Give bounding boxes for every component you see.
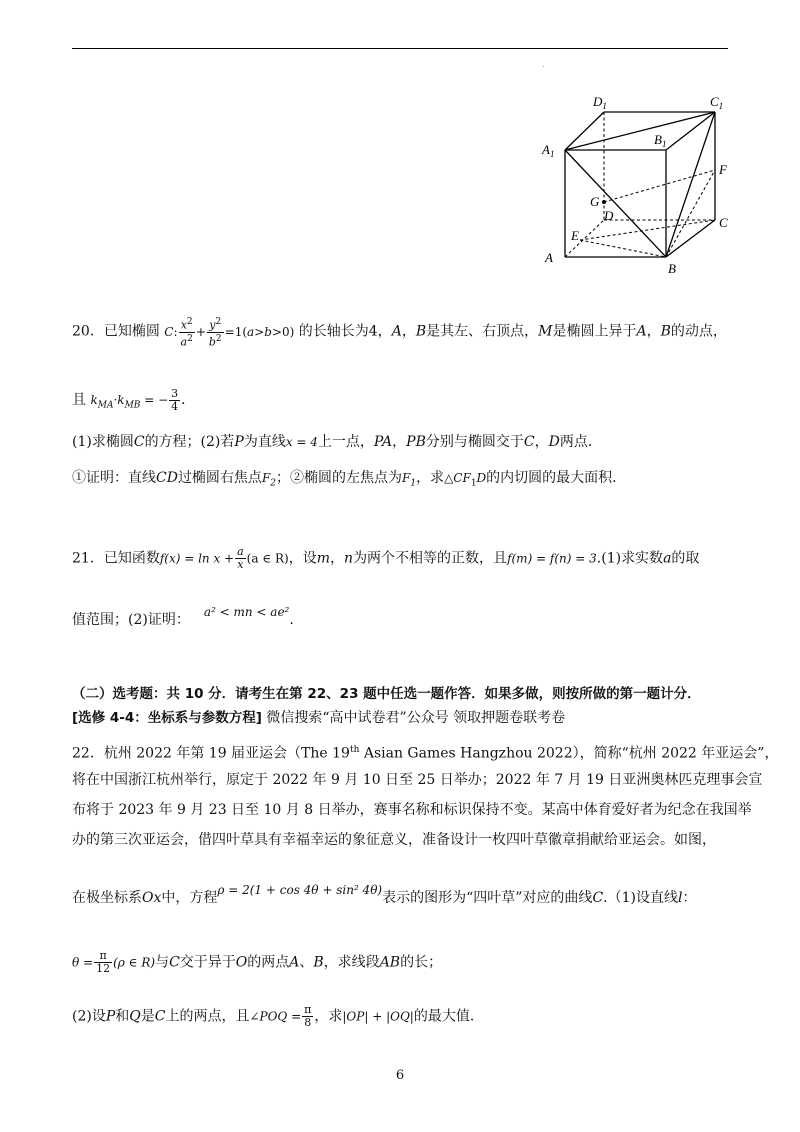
- q22-line-7: (2)设P和Q是C上的两点，且∠POQ = $\frac{\pi}{8}$ ，求|OP| + |OQ|的最大值．: [72, 1003, 484, 1029]
- label-G: G: [590, 194, 600, 209]
- q22-line-3: 布将于 2023 年 9 月 23 日至 10 月 8 日举办，赛事名称和标识保持不变。某高中体育爱好者为纪念在我国举: [72, 802, 752, 818]
- label-D1: $D_1$: [593, 94, 607, 111]
- edge-C-B: [666, 220, 715, 257]
- point-G: [602, 200, 606, 204]
- q21-line-1: 21．已知函数f(x) = ln x + $\frac{a}{x}$ (a ∈ R)，设m，n为两个不相等的正数，且f(m) = f(n) = 3.(1)求实数a的取: [72, 545, 700, 571]
- q21-line-2: 值范围；(2)证明： a² < mn < ae².: [72, 605, 294, 628]
- section-title: （二）选考题：共 10 分．请考生在第 22、23 题中任选一题作答．如果多做，则按所做的第一题计分．: [72, 686, 701, 702]
- page-number: 6: [395, 1068, 405, 1083]
- diag-A1-C1: [565, 112, 715, 150]
- ellipse-equation: C: $\frac{x^2}{a^2}$ + $\frac{y^2}{b^2}$ =1(a>b>0): [164, 317, 295, 349]
- q22-line-4: 办的第三次亚运会，借四叶草具有幸福幸运的象征意义，准备设计一枚四叶草徽章捐献给亚运会。如图，: [72, 832, 716, 848]
- q20-line-1: 20．已知椭圆 C: $\frac{x^2}{a^2}$ + $\frac{y^2}{b^2}$ =1(a>b>0) 的长轴长为4，A，B是其左、右顶点，M是椭圆上异于A，B的动点，: [72, 317, 727, 349]
- triangle-CF1D: $\triangle CF_1D$: [444, 471, 487, 489]
- label-B1: $B_1$: [654, 132, 667, 149]
- focus-F1: $F_1$: [402, 471, 417, 489]
- diag-A1-B: [565, 150, 666, 257]
- hidden-G-F: [604, 170, 715, 202]
- label-F: F: [719, 162, 727, 177]
- q22-line-5: 在极坐标系Ox中，方程ρ = 2(1 + cos 4θ + sin² 4θ)表示的图形为“四叶草”对应的曲线C.（1)设直线l：: [72, 883, 697, 906]
- label-C1: $C_1$: [710, 94, 724, 111]
- q20-line-4: ①证明：直线CD过椭圆右焦点$F_2$；②椭圆的左焦点为$F_1$，求$\triangle CF_1D$的内切圆的最大面积．: [72, 470, 627, 489]
- label-D: D: [604, 208, 614, 223]
- label-A1: $A_1$: [542, 142, 555, 159]
- label-E: E: [571, 228, 579, 243]
- q20-line-2: 且 $k_{MA}\cdot k_{MB}$ = − $\frac{3}{4}$ ．: [72, 387, 196, 413]
- diag-C1-B: [666, 112, 715, 257]
- cube-figure: [538, 90, 738, 280]
- focus-F2: $F_2$: [261, 471, 276, 489]
- q20-line-3: (1)求椭圆C的方程；(2)若P为直线x = 4上一点，PA，PB分别与椭圆交于C，D两点．: [72, 434, 602, 450]
- label-C: C: [719, 215, 728, 230]
- elective-line: [选修 4-4：坐标系与参数方程] 微信搜索“高中试卷君”公众号 领取押题卷联考卷: [72, 710, 566, 726]
- label-A: A: [545, 250, 553, 265]
- q22-line-6: θ = $\frac{\pi}{12}$ (ρ ∈ R)与C交于异于O的两点A、B，求线段AB的长；: [72, 949, 443, 975]
- q22-line-1: 22．杭州 2022 年第 19 届亚运会（The 19th Asian Games Hangzhou 2022），简称“杭州 2022 年亚运会”，: [72, 745, 779, 762]
- marker-dot: .: [542, 60, 545, 69]
- slope-product: $k_{MA}\cdot k_{MB}$ = − $\frac{3}{4}$: [90, 387, 179, 413]
- edge-D1-A1: [565, 112, 604, 150]
- header-rule: [72, 48, 728, 49]
- label-B: B: [668, 261, 676, 276]
- q22-line-2: 将在中国浙江杭州举行，原定于 2022 年 9 月 10 日至 25 日举办；2022 年 7 月 19 日亚洲奥林匹克理事会宣: [72, 772, 763, 788]
